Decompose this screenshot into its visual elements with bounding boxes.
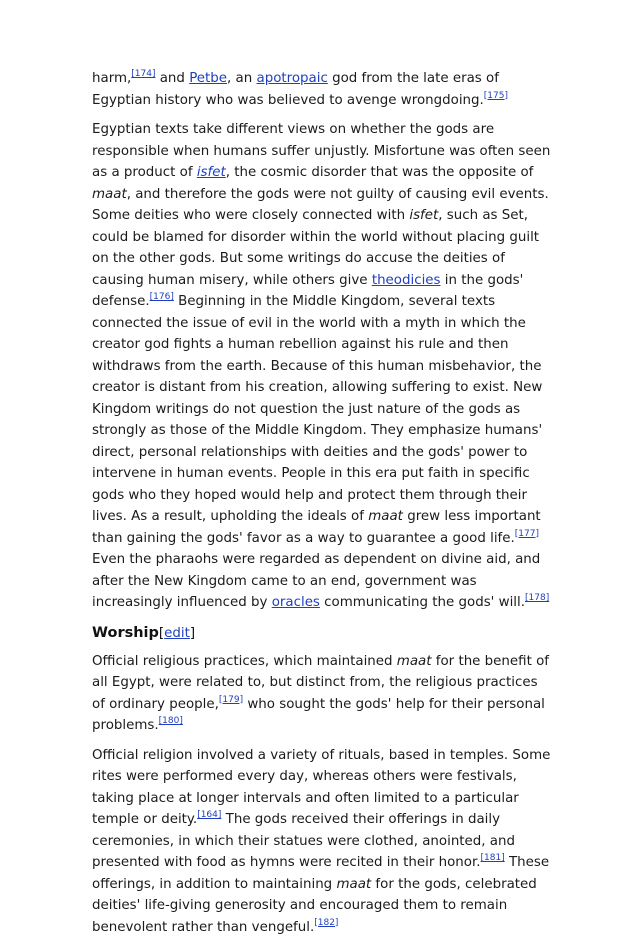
- text: , such as Set, could be blamed for disorder within the world without placing guilt on the other gods. But some writings do accuse the deities of causing human misery, while others give: [92, 208, 540, 288]
- text: Egyptian texts take different views on whether the gods are responsible when humans suffer unjustly. Misfortune was often seen as a product of: [92, 122, 551, 180]
- paragraph-harm: [92, 68, 554, 111]
- text: , an: [227, 71, 257, 86]
- paragraph-theodicy: [92, 119, 554, 614]
- text: harm,: [92, 71, 132, 86]
- section-title: Worship: [92, 624, 159, 641]
- paragraph-official-religion: [92, 745, 554, 939]
- citation: [481, 853, 505, 863]
- emphasis-maat: maat: [368, 509, 403, 524]
- text: These offerings, in addition to maintaining: [92, 855, 550, 892]
- link-theodicies[interactable]: theodicies: [371, 272, 441, 288]
- article-body: [92, 68, 554, 946]
- text: who sought the gods' help for their personal problems.: [92, 696, 545, 733]
- text: Official religion involved a variety of rituals, based in temples. Some rites were performed every day, whereas others were festivals, taking place at longer intervals and often limited to a particular temple or deity.: [92, 747, 551, 827]
- text: communicating the gods' will.: [319, 595, 525, 610]
- citation: [131, 69, 155, 79]
- link-petbe[interactable]: Petbe: [189, 71, 228, 86]
- citation-link-176[interactable]: [176]: [149, 292, 174, 302]
- link-isfet[interactable]: isfet: [196, 165, 226, 180]
- citation: [150, 292, 174, 302]
- citation-link-175[interactable]: [175]: [483, 90, 508, 101]
- citation-link-182[interactable]: [182]: [314, 917, 339, 928]
- citation-link-181[interactable]: [181]: [480, 853, 505, 863]
- citation-link-174[interactable]: [174]: [131, 69, 156, 79]
- text: , the cosmic disorder that was the opposite of: [225, 165, 534, 180]
- citation: [197, 810, 221, 820]
- text: , and therefore the gods were not guilty of causing evil events. Some deities who were closely connected with: [92, 186, 549, 223]
- text: The gods received their offerings in daily ceremonies, in which their statues were clothed, anointed, and presented with food as hymns were recited in their honor.: [92, 812, 515, 870]
- citation: [159, 716, 183, 726]
- emphasis-isfet: isfet: [409, 208, 439, 223]
- emphasis-maat: maat: [396, 653, 432, 669]
- citation-link-177[interactable]: [177]: [514, 528, 539, 539]
- citation: [525, 593, 549, 603]
- paragraph-official-practices: [92, 651, 554, 737]
- text: Official religious practices, which maintained: [92, 653, 397, 669]
- citation: [314, 918, 338, 928]
- citation: [219, 695, 243, 705]
- citation-link-178[interactable]: [178]: [525, 593, 550, 603]
- citation: [484, 91, 508, 101]
- text: and: [155, 71, 190, 86]
- citation-link-164[interactable]: [164]: [197, 810, 222, 820]
- citation-link-179[interactable]: [179]: [218, 694, 244, 705]
- edit-bracket-close: ]: [189, 625, 196, 641]
- text: for the benefit of all Egypt, were related to, but distinct from, the religious practices of ordinary people,: [92, 653, 549, 712]
- link-oracles[interactable]: oracles: [271, 595, 320, 610]
- link-apotropaic[interactable]: apotropaic: [256, 71, 328, 86]
- section-heading-worship: [92, 622, 554, 645]
- text: grew less important than gaining the gods' favor as a way to guarantee a good life.: [92, 509, 541, 546]
- text: god from the late eras of Egyptian history who was believed to avenge wrongdoing.: [92, 71, 499, 108]
- citation: [515, 529, 539, 539]
- edit-section-link[interactable]: edit: [164, 625, 190, 641]
- text: in the gods' defense.: [92, 272, 524, 309]
- emphasis-maat: maat: [336, 876, 372, 892]
- text: Even the pharaohs were regarded as dependent on divine aid, and after the New Kingdom came to an end, government was increasingly influenced by: [92, 552, 541, 610]
- edit-bracket-open: [: [158, 625, 165, 641]
- citation-link-180[interactable]: [180]: [158, 716, 183, 726]
- emphasis-maat: maat: [92, 186, 127, 202]
- text: Beginning in the Middle Kingdom, several texts connected the issue of evil in the world with a myth in which the creator god fights a human rebellion against his rule and then withdraws from the earth. Because of this human misbehavior, the creator is distant from his creation, allowing suffering to exist. New Kingdom writings do not question the just nature of the gods as strongly as those of the Middle Kingdom. They emphasize humans' direct, personal relationships with deities and the gods' power to intervene in human events. People in this era put faith in specific gods who they hoped would help and protect them through their lives. As a result, upholding the ideals of: [92, 294, 543, 524]
- text: for the gods, celebrated deities' life-giving generosity and encouraged them to remain benevolent rather than vengeful.: [92, 876, 537, 935]
